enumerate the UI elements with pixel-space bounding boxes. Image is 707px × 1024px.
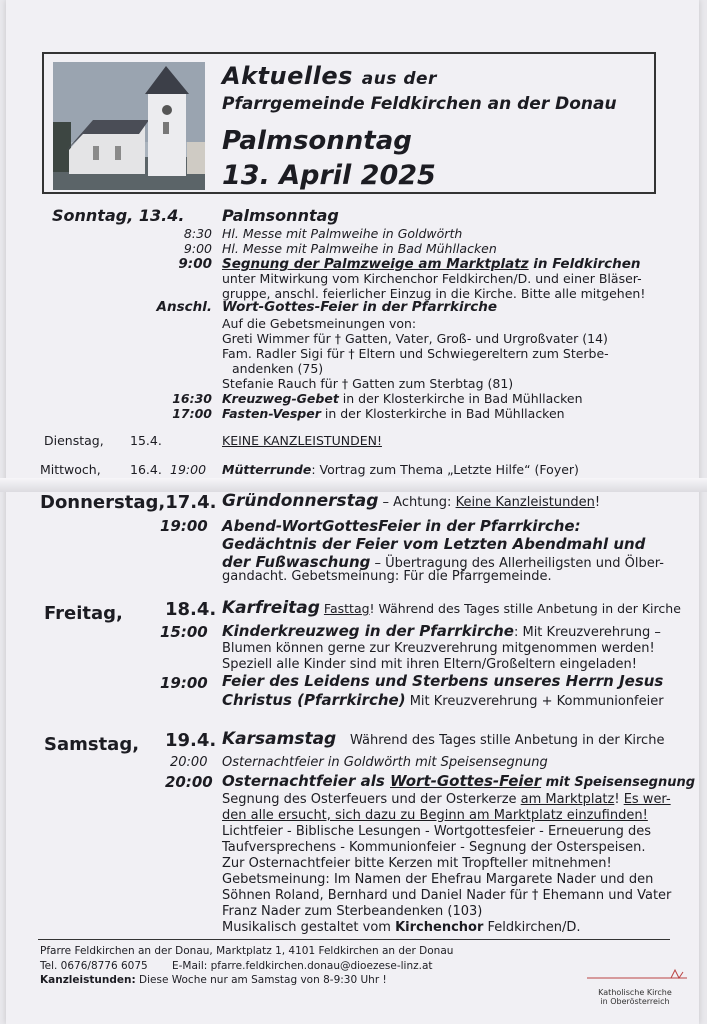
- church-photo: [53, 62, 205, 190]
- tuesday-day: Dienstag,: [44, 433, 104, 448]
- sunday-time-4: Anschl.: [156, 299, 212, 315]
- sunday-time-2: 9:00: [183, 241, 212, 256]
- saturday-desc-5: Zur Osternachtfeier bitte Kerzen mit Tropfteller mitnehmen!: [222, 856, 612, 871]
- thursday-note: Keine Kanzleistunden: [455, 495, 595, 510]
- sunday-event-2: Hl. Messe mit Palmweihe in Bad Mühllacken: [222, 241, 497, 256]
- sunday-desc-4d: andenken (75): [232, 361, 324, 376]
- sunday-event-3: Segnung der Palmzweige am Marktplatz: [222, 256, 529, 272]
- diocese-logo-line-2: in Oberösterreich: [600, 997, 670, 1006]
- header-occasion: Palmsonntag: [222, 126, 412, 156]
- thursday-line-4: gandacht. Gebetsmeinung: Für die Pfarrgemeinde.: [222, 569, 552, 584]
- footer-hours: Diese Woche nur am Samstag von 8-9:30 Uhr !: [135, 974, 387, 986]
- wednesday-day: Mittwoch,: [40, 462, 101, 477]
- header-title: Aktuelles: [222, 62, 353, 90]
- header-box: [42, 52, 656, 194]
- saturday-desc-8: Franz Nader zum Sterbeandenken (103): [222, 904, 483, 919]
- header-date: 13. April 2025: [222, 160, 436, 191]
- saturday-desc-6: Gebetsmeinung: Im Namen der Ehefrau Margarete Nader und den: [222, 872, 654, 887]
- header-title-small: aus der: [361, 69, 437, 89]
- saturday-note: Während des Tages stille Anbetung in der Kirche: [350, 733, 665, 748]
- saturday-title: Karsamstag: [222, 729, 337, 749]
- friday-fast: Fasttag: [323, 601, 370, 616]
- sunday-event-5: Kreuzweg-Gebet: [222, 391, 339, 406]
- paper-fold: [0, 478, 707, 492]
- header-parish: Pfarrgemeinde Feldkirchen an der Donau: [222, 94, 617, 114]
- saturday-desc-7: Söhnen Roland, Bernhard und Daniel Nader für † Ehemann und Vater: [222, 888, 672, 903]
- diocese-logo-icon: [587, 966, 687, 984]
- saturday-time-2: 20:00: [165, 773, 213, 791]
- friday-date: 18.4.: [165, 599, 217, 620]
- thursday-line-2: Gedächtnis der Feier vom Letzten Abendmahl und: [222, 535, 646, 553]
- sunday-time-3: 9:00: [178, 256, 212, 272]
- footer-divider: [38, 939, 670, 940]
- sunday-desc-3b: gruppe, anschl. feierlicher Einzug in die Kirche. Bitte alle mitgehen!: [222, 286, 646, 301]
- sunday-day: Sonntag, 13.4.: [52, 206, 185, 225]
- diocese-logo-line-1: Katholische Kirche: [598, 988, 672, 997]
- sunday-time-6: 17:00: [172, 406, 212, 421]
- sunday-desc-4e: Stefanie Rauch für † Gatten zum Sterbtag (81): [222, 376, 514, 391]
- friday-desc-1a: Blumen können gerne zur Kreuzverehrung mitgenommen werden!: [222, 641, 655, 656]
- sunday-desc-4c: Fam. Radler Sigi für † Eltern und Schwiegereltern zum Sterbe-: [222, 346, 609, 361]
- sunday-event-6: Fasten-Vesper: [222, 406, 321, 421]
- thursday-day: Donnerstag,17.4.: [40, 492, 217, 513]
- thursday-title: Gründonnerstag: [222, 491, 379, 511]
- saturday-desc-3: Lichtfeier - Biblische Lesungen - Wortgottesfeier - Erneuerung des: [222, 824, 652, 839]
- sunday-desc-3a: unter Mitwirkung vom Kirchenchor Feldkirchen/D. und einer Bläser-: [222, 271, 642, 286]
- sunday-desc-4b: Greti Wimmer für † Gatten, Vater, Groß- und Urgroßvater (14): [222, 331, 608, 346]
- sunday-time-1: 8:30: [183, 226, 212, 241]
- saturday-date: 19.4.: [165, 730, 217, 751]
- thursday-line-1: Abend-WortGottesFeier in der Pfarrkirche:: [222, 517, 581, 535]
- saturday-event-2: Osternachtfeier als: [222, 772, 391, 790]
- friday-event-2b: Christus (Pfarrkirche): [222, 691, 406, 709]
- friday-title: Karfreitag: [222, 598, 320, 618]
- saturday-event-1: Osternachtfeier in Goldwörth mit Speisensegnung: [222, 755, 548, 770]
- sunday-event-1: Hl. Messe mit Palmweihe in Goldwörth: [222, 226, 463, 241]
- footer-hours-label: Kanzleistunden:: [40, 974, 136, 986]
- friday-day: Freitag,: [44, 603, 123, 624]
- friday-time-1: 15:00: [160, 623, 208, 641]
- wednesday-title: Mütterrunde: [222, 462, 312, 477]
- footer-email: E-Mail: pfarre.feldkirchen.donau@dioezese-linz.at: [172, 960, 433, 972]
- saturday-day: Samstag,: [44, 734, 140, 755]
- saturday-desc-9: Musikalisch gestaltet vom: [222, 920, 396, 935]
- saturday-desc-2: den alle ersucht, sich dazu zu Beginn am Marktplatz einzufinden!: [222, 808, 648, 823]
- saturday-desc-4: Taufversprechens - Kommunionfeier - Segnung der Osterspeisen.: [222, 840, 646, 855]
- tuesday-date: 15.4.: [130, 433, 162, 448]
- sunday-event-4: Wort-Gottes-Feier in der Pfarrkirche: [222, 299, 498, 315]
- diocese-logo: [587, 966, 687, 1006]
- friday-desc-1b: Speziell alle Kinder sind mit ihren Eltern/Großeltern eingeladen!: [222, 657, 638, 672]
- friday-event-1: Kinderkreuzweg in der Pfarrkirche: [222, 622, 514, 640]
- saturday-time-1: 20:00: [170, 755, 208, 770]
- footer-address: Pfarre Feldkirchen an der Donau, Marktplatz 1, 4101 Feldkirchen an der Donau: [40, 945, 454, 957]
- thursday-line-3: der Fußwaschung: [222, 553, 371, 571]
- sunday-title: Palmsonntag: [222, 206, 339, 225]
- tuesday-note: KEINE KANZLEISTUNDEN!: [222, 433, 382, 448]
- sunday-desc-4a: Auf die Gebetsmeinungen von:: [222, 316, 417, 331]
- footer-phone: Tel. 0676/8776 6075: [40, 960, 148, 972]
- saturday-desc-1: Segnung des Osterfeuers und der Osterkerze: [222, 792, 521, 807]
- wednesday-date: 16.4.: [130, 462, 162, 477]
- sunday-time-5: 16:30: [172, 391, 212, 406]
- wednesday-time: 19:00: [170, 462, 207, 477]
- friday-event-2a: Feier des Leidens und Sterbens unseres Herrn Jesus: [222, 672, 664, 690]
- friday-time-2: 19:00: [160, 674, 208, 692]
- thursday-time: 19:00: [160, 517, 208, 535]
